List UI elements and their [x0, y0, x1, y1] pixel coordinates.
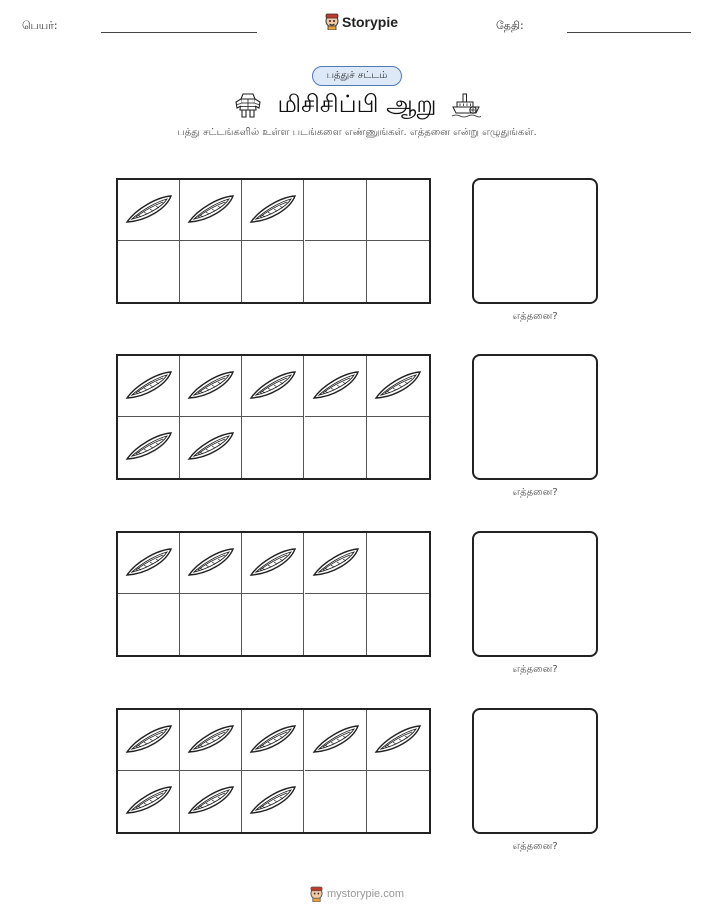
storypie-logo-icon [325, 13, 339, 30]
canoe-icon [124, 369, 174, 407]
ten-frame-cell [305, 594, 367, 655]
armor-icon [233, 91, 263, 119]
canoe-icon [248, 723, 298, 761]
canoe-icon [186, 546, 236, 584]
ten-frame-cell [305, 180, 367, 241]
answer-box[interactable] [472, 708, 598, 834]
ten-frame-cell [242, 710, 304, 771]
page-title: மிசிசிப்பி ஆறு [277, 89, 437, 118]
canoe-icon [186, 784, 236, 822]
name-write-line[interactable] [101, 32, 257, 33]
ten-frame-cell [305, 533, 367, 594]
how-many-label: எத்தனை? [512, 841, 558, 852]
answer-box[interactable] [472, 531, 598, 657]
ten-frame-cell [118, 417, 180, 478]
ten-frame-cell [367, 356, 429, 417]
ten-frame-cell [118, 771, 180, 832]
ten-frame-cell [118, 533, 180, 594]
date-label: தேதி: [496, 19, 524, 32]
answer-box[interactable] [472, 354, 598, 480]
worksheet-type-badge: பத்துச் சட்டம் [312, 66, 402, 86]
brand-name: Storypie [342, 13, 399, 30]
canoe-icon [186, 430, 236, 468]
answer-box[interactable] [472, 178, 598, 304]
ten-frame-cell [242, 356, 304, 417]
ten-frame-cell [180, 180, 242, 241]
ten-frame-cell [305, 710, 367, 771]
ten-frame-cell [367, 710, 429, 771]
instructions: பத்து சட்டங்களில் உள்ள படங்களை எண்ணுங்கள். எத்தனை என்று எழுதுங்கள். [177, 127, 537, 138]
ten-frame-cell [180, 771, 242, 832]
title-row [0, 88, 714, 122]
ten-frame-cell [242, 771, 304, 832]
ten-frame-cell [242, 533, 304, 594]
ten-frame-cell [118, 356, 180, 417]
ten-frame-cell [305, 241, 367, 302]
canoe-icon [311, 369, 361, 407]
ten-frame-cell [180, 356, 242, 417]
canoe-icon [124, 193, 174, 231]
ten-frame-cell [180, 533, 242, 594]
how-many-label: எத்தனை? [512, 311, 558, 322]
steamboat-icon [451, 92, 481, 118]
ten-frame-cell [367, 533, 429, 594]
canoe-icon [311, 723, 361, 761]
ten-frame [116, 531, 431, 657]
canoe-icon [124, 430, 174, 468]
canoe-icon [186, 193, 236, 231]
ten-frame-cell [180, 594, 242, 655]
ten-frame [116, 708, 431, 834]
ten-frame-cell [367, 417, 429, 478]
canoe-icon [124, 723, 174, 761]
canoe-icon [186, 369, 236, 407]
ten-frame-cell [242, 180, 304, 241]
canoe-icon [124, 546, 174, 584]
footer [0, 886, 714, 902]
canoe-icon [373, 369, 423, 407]
canoe-icon [124, 784, 174, 822]
ten-frame-cell [118, 180, 180, 241]
how-many-label: எத்தனை? [512, 487, 558, 498]
canoe-icon [248, 369, 298, 407]
date-write-line[interactable] [567, 32, 691, 33]
ten-frame-cell [367, 771, 429, 832]
ten-frame [116, 178, 431, 304]
ten-frame-cell [118, 241, 180, 302]
how-many-label: எத்தனை? [512, 664, 558, 675]
canoe-icon [248, 193, 298, 231]
footer-url[interactable]: mystorypie.com [326, 888, 405, 900]
canoe-icon [186, 723, 236, 761]
ten-frame-cell [305, 417, 367, 478]
storypie-logo-icon [310, 886, 323, 902]
name-label: பெயர்: [22, 19, 58, 32]
ten-frame [116, 354, 431, 480]
ten-frame-cell [118, 594, 180, 655]
ten-frame-cell [367, 180, 429, 241]
ten-frame-cell [180, 241, 242, 302]
canoe-icon [373, 723, 423, 761]
ten-frame-cell [118, 710, 180, 771]
ten-frame-cell [367, 241, 429, 302]
canoe-icon [248, 546, 298, 584]
ten-frame-cell [305, 771, 367, 832]
ten-frame-cell [242, 417, 304, 478]
ten-frame-cell [180, 417, 242, 478]
ten-frame-cell [305, 356, 367, 417]
ten-frame-cell [367, 594, 429, 655]
ten-frame-cell [242, 594, 304, 655]
ten-frame-cell [242, 241, 304, 302]
canoe-icon [248, 784, 298, 822]
canoe-icon [311, 546, 361, 584]
ten-frame-cell [180, 710, 242, 771]
brand-logo [325, 13, 398, 30]
